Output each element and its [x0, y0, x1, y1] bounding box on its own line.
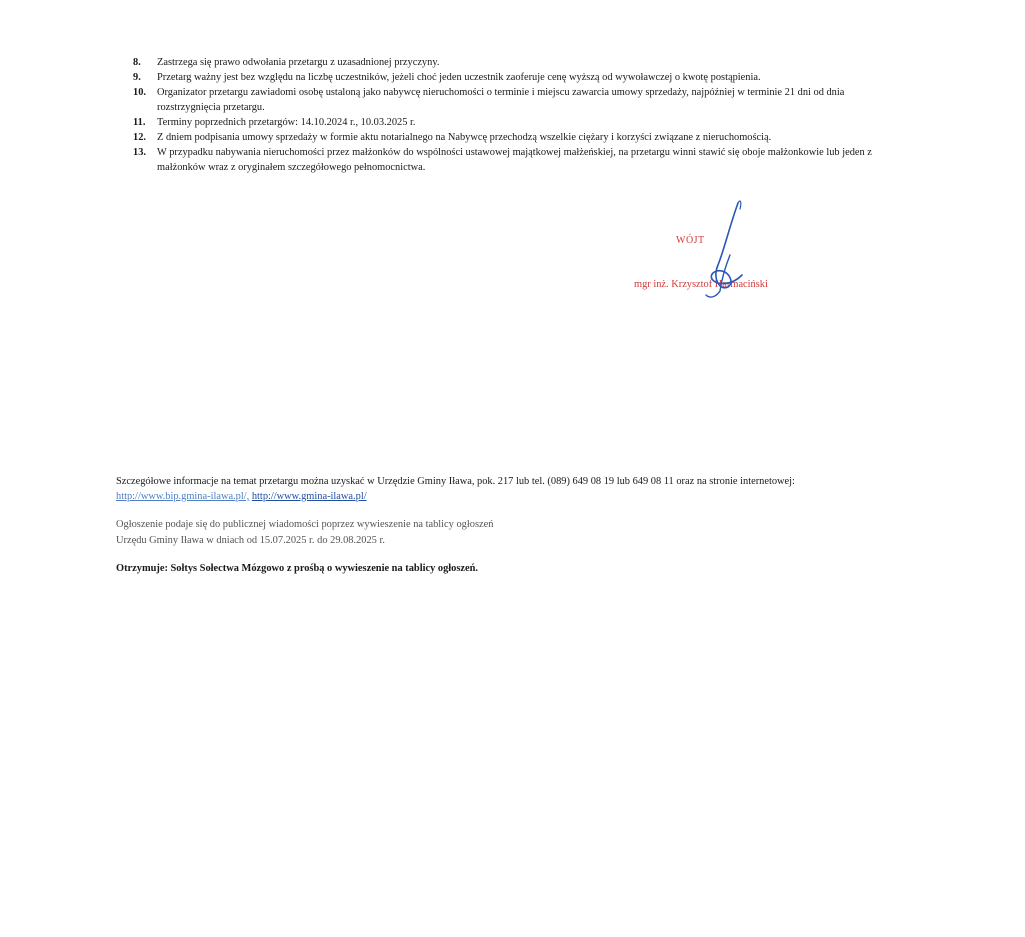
- link-row: [116, 489, 906, 504]
- gmina-link[interactable]: http://www.gmina-ilawa.pl/: [251, 491, 367, 502]
- info-text: Szczegółowe informacje na temat przetargu można uzyskać w Urzędzie Gminy Iława, pok. 217 lub tel. (089) 649 08 19 lub 649 08 11 oraz na stronie internetowej:: [116, 476, 795, 487]
- recipient-line: Otrzymuje: Sołtys Sołectwa Mózgowo z prośbą o wywieszenie na tablicy ogłoszeń.: [116, 563, 478, 574]
- signature-name: mgr inż. Krzysztof Harmaciński: [634, 279, 768, 290]
- clause-text: Przetarg ważny jest bez względu na liczbę uczestników, jeżeli choć jeden uczestnik zaoferuje cenę wyższą od wywoławczej o kwotę postąpienia.: [157, 72, 761, 83]
- handwritten-signature-icon: [660, 195, 780, 305]
- clause-number: 13.: [133, 147, 146, 158]
- clause-item: [133, 55, 908, 70]
- clause-item: [133, 115, 908, 130]
- clause-item: [133, 130, 908, 145]
- clause-number: 10.: [133, 87, 146, 98]
- clause-item: [133, 145, 908, 175]
- clause-text: Z dniem podpisania umowy sprzedaży w formie aktu notarialnego na Nabywcę przechodzą wszelkie ciężary i korzyści związane z nieruchomością.: [157, 132, 772, 143]
- clause-text: Organizator przetargu zawiadomi osobę ustaloną jako nabywcę nieruchomości o terminie i miejscu zawarcia umowy sprzedaży, najpóźniej w terminie 21 dni od dnia rozstrzygnięcia przetargu.: [157, 87, 845, 113]
- signature-title: WÓJT: [676, 235, 705, 246]
- clause-text: Terminy poprzednich przetargów: 14.10.2024 r., 10.03.2025 r.: [157, 117, 416, 128]
- clause-number: 11.: [133, 117, 146, 128]
- notice-line-2: Urzędu Gminy Iława w dniach od 15.07.2025 r. do 29.08.2025 r.: [116, 535, 385, 546]
- signature-block: [620, 195, 820, 305]
- clause-number: 12.: [133, 132, 146, 143]
- clause-number: 9.: [133, 72, 141, 83]
- bip-link[interactable]: http://www.bip.gmina-ilawa.pl/,: [116, 491, 250, 502]
- notice-line-1: Ogłoszenie podaje się do publicznej wiadomości poprzez wywieszenie na tablicy ogłoszeń: [116, 519, 494, 530]
- clause-number: 8.: [133, 57, 141, 68]
- clause-item: [133, 70, 908, 85]
- clause-item: [133, 85, 908, 115]
- clause-text: Zastrzega się prawo odwołania przetargu z uzasadnionej przyczyny.: [157, 57, 440, 68]
- notice-paragraph: [116, 517, 716, 549]
- clause-text: W przypadku nabywania nieruchomości przez małżonków do wspólności ustawowej majątkowej małżeńskiej, na przetargu winni stawić się oboje małżonkowie lub jeden z małżonków wraz z oryginałem szczegółowego pełnomocnictwa.: [157, 147, 872, 173]
- clause-list: [133, 55, 908, 175]
- info-paragraph: [116, 474, 906, 504]
